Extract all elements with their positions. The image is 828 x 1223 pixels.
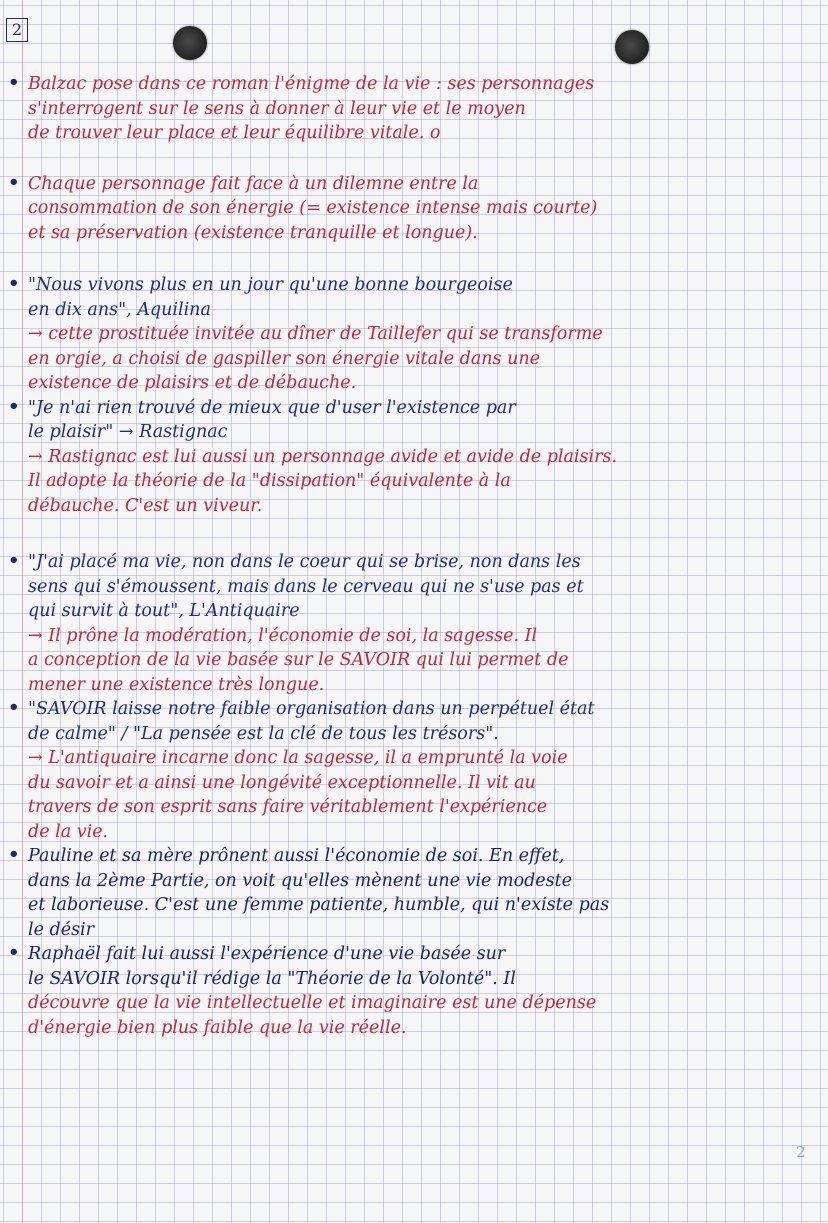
text-line: qui survit à tout", L'Antiquaire <box>28 601 300 621</box>
paragraph <box>8 942 818 1040</box>
text-line: Chaque personnage fait face à un dilemne entre la <box>28 173 479 194</box>
corner-page-number: 2 <box>796 1143 806 1161</box>
paragraph <box>8 273 818 396</box>
bullet-icon: • <box>8 72 20 93</box>
text-line: en dix ans", Aquilina <box>28 299 211 320</box>
bullet-icon: • <box>8 395 20 417</box>
text-line: "Je n'ai rien trouvé de mieux que d'user l'existence par <box>28 397 516 418</box>
bullet-icon: • <box>8 697 20 718</box>
text-line: dans la 2ème Partie, on voit qu'elles mènent une vie modeste <box>28 870 573 891</box>
text-line: de calme" / "La pensée est la clé de tous les trésors". <box>28 723 499 744</box>
paragraph <box>8 550 818 697</box>
text-line: → Il prône la modération, l'économie de soi, la sagesse. Il <box>28 625 538 646</box>
text-line: → L'antiquaire incarne donc la sagesse, il a emprunté la voie <box>28 748 568 768</box>
bullet-icon: • <box>8 550 20 571</box>
text-line: et sa préservation (existence tranquille et longue). <box>28 222 478 243</box>
paragraph <box>8 171 818 246</box>
text-line: le plaisir" → Rastignac <box>28 422 228 442</box>
paragraph <box>8 72 818 146</box>
page-number: 2 <box>6 18 28 42</box>
bullet-icon: • <box>8 942 20 963</box>
text-line: de trouver leur place et leur équilibre vitale. o <box>28 123 441 143</box>
text-line: débauche. C'est un viveur. <box>28 495 263 516</box>
bullet-icon: • <box>8 273 20 294</box>
text-line: sens qui s'émoussent, mais dans le cerveau qui ne s'use pas et <box>28 576 584 597</box>
text-line: Raphaël fait lui aussi l'expérience d'une vie basée sur <box>28 944 506 964</box>
text-line: mener une existence très longue. <box>28 674 325 695</box>
text-line: → Rastignac est lui aussi un personnage avide et avide de plaisirs. <box>28 446 618 467</box>
text-line: Pauline et sa mère prônent aussi l'économie de soi. En effet, <box>28 846 565 866</box>
text-line: "J'ai placé ma vie, non dans le coeur qui se brise, non dans les <box>28 552 581 572</box>
paragraph <box>8 395 818 519</box>
text-line: découvre que la vie intellectuelle et imaginaire est une dépense <box>28 993 597 1013</box>
text-line: le désir <box>28 919 95 940</box>
text-line: consommation de son énergie (= existence intense mais courte) <box>28 198 598 218</box>
handwritten-notes <box>8 72 818 1038</box>
text-line: "Nous vivons plus en un jour qu'une bonne bourgeoise <box>28 275 513 295</box>
text-line: Il adopte la théorie de la "dissipation" équivalente à la <box>28 471 511 491</box>
margin-line <box>22 0 23 1223</box>
text-line: en orgie, a choisi de gaspiller son énergie vitale dans une <box>28 348 540 369</box>
text-line: → cette prostituée invitée au dîner de Taillefer qui se transforme <box>28 324 603 344</box>
text-line: et laborieuse. C'est une femme patiente, humble, qui n'existe pas <box>28 895 610 915</box>
text-line: s'interrogent sur le sens à donner à leur vie et le moyen <box>28 98 526 119</box>
binder-hole-left <box>173 26 207 60</box>
bullet-icon: • <box>8 171 20 193</box>
text-line: du savoir et a ainsi une longévité exceptionnelle. Il vit au <box>28 772 536 793</box>
text-line: existence de plaisirs et de débauche. <box>28 373 357 393</box>
text-line: Balzac pose dans ce roman l'énigme de la vie : ses personnages <box>28 74 595 94</box>
text-line: a conception de la vie basée sur le SAVOIR qui lui permet de <box>28 650 569 670</box>
text-line: de la vie. <box>28 821 109 842</box>
binder-hole-right <box>615 30 649 64</box>
text-line: le SAVOIR lorsqu'il rédige la "Théorie de la Volonté". Il <box>28 968 516 989</box>
paragraph <box>8 844 818 942</box>
paragraph <box>8 697 818 844</box>
text-line: travers de son esprit sans faire véritablement l'expérience <box>28 797 548 817</box>
text-line: d'énergie bien plus faible que la vie réelle. <box>28 1017 407 1038</box>
text-line: "SAVOIR laisse notre faible organisation dans un perpétuel état <box>28 699 595 719</box>
bullet-icon: • <box>8 844 20 865</box>
